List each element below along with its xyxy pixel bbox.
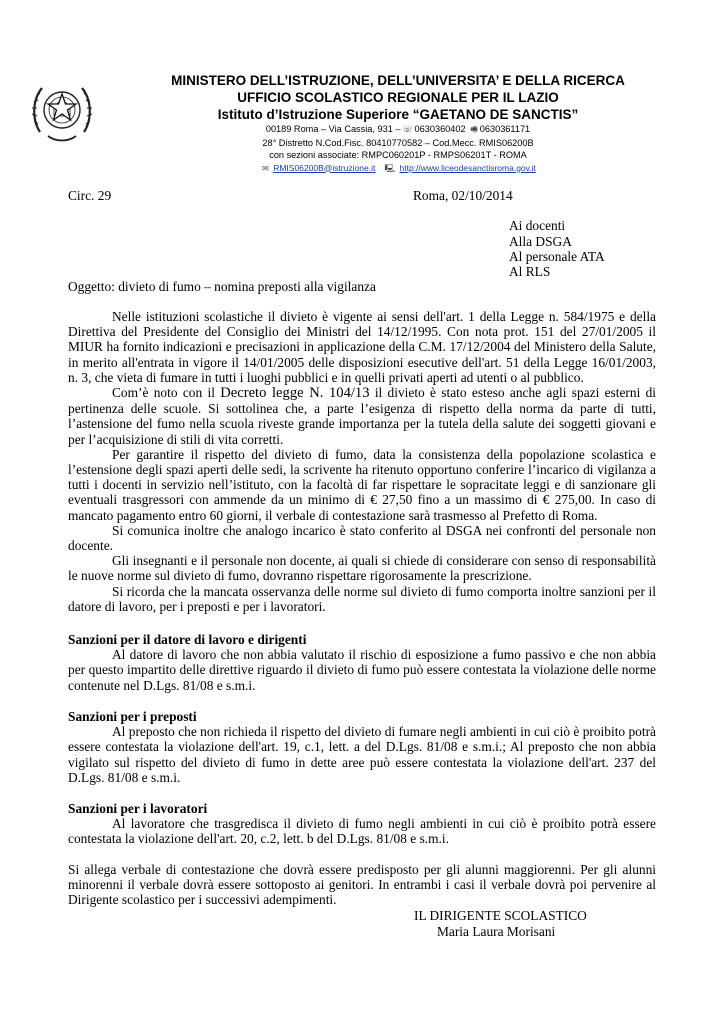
closing-paragraph: Si allega verbale di contestazione che dovrà essere predisposto per gli alunni maggiorenni. Per gli alunni minorenni il verbale dovrà essere sottoposto ai genitori. In entrambi i casi il verbale dovrà poi pervenire al Dirigente scolastico per i successivi adempimenti. <box>68 862 656 908</box>
paragraph-2-start: Com’è noto con il <box>112 385 221 401</box>
contact-links <box>108 162 688 175</box>
associated-sections: con sezioni associate: RMPC060201P - RMPS06201T - ROMA <box>269 150 527 160</box>
signature-name: Maria Laura Morisani <box>437 924 556 939</box>
circular-number: Circ. 29 <box>68 188 112 203</box>
decree-reference: Decreto legge N. 104/13 <box>220 385 370 402</box>
section-heading: Sanzioni per i lavoratori <box>68 801 208 816</box>
address: 00189 Roma – Via Cassia, 931 – <box>265 124 401 134</box>
subject-line: Oggetto: divieto di fumo – nomina preposti alla vigilanza <box>68 279 376 294</box>
office-name: UFFICIO SCOLASTICO REGIONALE PER IL LAZIO <box>237 90 559 105</box>
place-date: Roma, 02/10/2014 <box>413 188 513 203</box>
email-icon: ✉ <box>262 163 269 173</box>
body-text <box>68 309 656 614</box>
address-line <box>108 123 688 137</box>
section-text: Al datore di lavoro che non abbia valutato il rischio di esposizione a fumo passivo e che non abbia per questo impartito delle direttive riguardo il divieto di fumo può essere contestata la violazione delle norme contenute nel D.Lgs. 81/08 e s.m.i. <box>68 647 656 693</box>
paragraph-3: Per garantire il rispetto del divieto di fumo, data la consistenza della popolazione scolastica e l’estensione degli spazi aperti delle sedi, la scrivente ha ritenuto opportuno conferire l’incarico di vigilanza a tutti i docenti in servizio nell’istituto, con la facoltà di far rispettare le sopracitate leggi e di sanzionare gli eventuali trasgressori con ammende da un minimo di € 27,50 fino a un massimo di € 275,00. In caso di mancato pagamento entro 60 giorni, il verbale di contestazione sarà trasmesso al Prefetto di Roma. <box>68 446 656 523</box>
section-heading: Sanzioni per il datore di lavoro e dirigenti <box>68 632 307 647</box>
paragraph-5: Gli insegnanti e il personale non docente, ai quali si chiede di considerare con senso di responsabilità le nuove norme sul divieto di fumo, dovranno rispettare rigorosamente la prescrizione. <box>68 553 656 584</box>
fax-number: 0630361171 <box>479 124 531 134</box>
website-link[interactable]: http://www.liceodesanctisroma.gov.it <box>399 162 536 173</box>
email-link[interactable]: RMIS06200B@istruzione.it <box>273 162 376 173</box>
paragraph-6: Si ricorda che la mancata osservanza delle norme sul divieto di fumo comporta inoltre sanzioni per il datore di lavoro, per i preposti e per i lavoratori. <box>68 583 656 614</box>
monitor-icon: 🖳 <box>384 163 396 173</box>
paragraph-2-end: il divieto è stato esteso anche agli spazi esterni di pertinenza delle scuole. Si sottolinea che, a parte l’esigenza di rispetto della norma da parte di tutti, l’astensione del fumo nella scuola riveste grande importanza per la tutela della salute dei soggetti giovani e per l’acquisizione di stili di vita corretti. <box>68 385 656 447</box>
fax-icon: 🖷 <box>470 125 478 134</box>
paragraph-2 <box>68 385 656 447</box>
recipient-dsga: Alla DSGA <box>509 234 572 249</box>
recipient-docenti: Ai docenti <box>509 218 566 233</box>
section-supervisors <box>68 709 656 785</box>
ministry-name: MINISTERO DELL’ISTRUZIONE, DELL’UNIVERSITA’ E DELLA RICERCA <box>171 73 625 88</box>
signature-title: IL DIRIGENTE SCOLASTICO <box>414 908 587 923</box>
section-text: Al preposto che non richieda il rispetto del divieto di fumare negli ambienti in cui ciò è proibito potrà essere contestata la violazione dell'art. 19, c.1, lett. a del D.Lgs. 81/08 e s.m.i.; Al preposto che non abbia vigilato sul rispetto del divieto di fumo in dette aree può essere contestata la violazione dell'art. 237 del D.Lgs. 81/08 e s.m.i. <box>68 724 656 785</box>
recipient-rls: Al RLS <box>509 264 551 279</box>
district-line: 28° Distretto N.Cod.Fisc. 80410770582 – Cod.Mecc. RMIS06200B <box>262 137 534 148</box>
phone-number: 0630360402 <box>414 124 466 134</box>
republic-emblem-icon <box>30 72 94 152</box>
paragraph-4: Si comunica inoltre che analogo incarico è stato conferito al DSGA nei confronti del personale non docente. <box>68 522 656 554</box>
section-text: Al lavoratore che trasgredisca il divieto di fumo negli ambienti in cui ciò è proibito potrà essere contestata la violazione dell'art. 20, c.2, lett. b del D.Lgs. 81/08 e s.m.i. <box>68 816 656 847</box>
recipient-ata: Al personale ATA <box>509 249 605 264</box>
section-heading: Sanzioni per i preposti <box>68 709 197 724</box>
section-workers <box>68 801 656 847</box>
letterhead <box>108 72 688 175</box>
section-employer <box>68 632 656 693</box>
school-name: Istituto d’Istruzione Superiore “GAETANO DE SANCTIS” <box>217 107 579 122</box>
phone-icon: ☏ <box>402 125 413 134</box>
paragraph-1: Nelle istituzioni scolastiche il divieto è vigente ai sensi dell'art. 1 della Legge n. 584/1975 e della Direttiva del Presidente del Consiglio dei Ministri del 14/12/1995. Con nota prot. 151 del 27/01/2005 il MIUR ha fornito indicazioni e precisazioni in applicazione della C.M. 17/12/2004 del Ministero della Salute, in merito all'entrata in vigore il 14/01/2005 delle disposizioni esecutive dell'art. 51 della Legge 16/01/2003, n. 3, che vieta di fumare in tutti i luoghi pubblici e in quelli privati aperti ad utenti o al pubblico. <box>68 309 656 385</box>
